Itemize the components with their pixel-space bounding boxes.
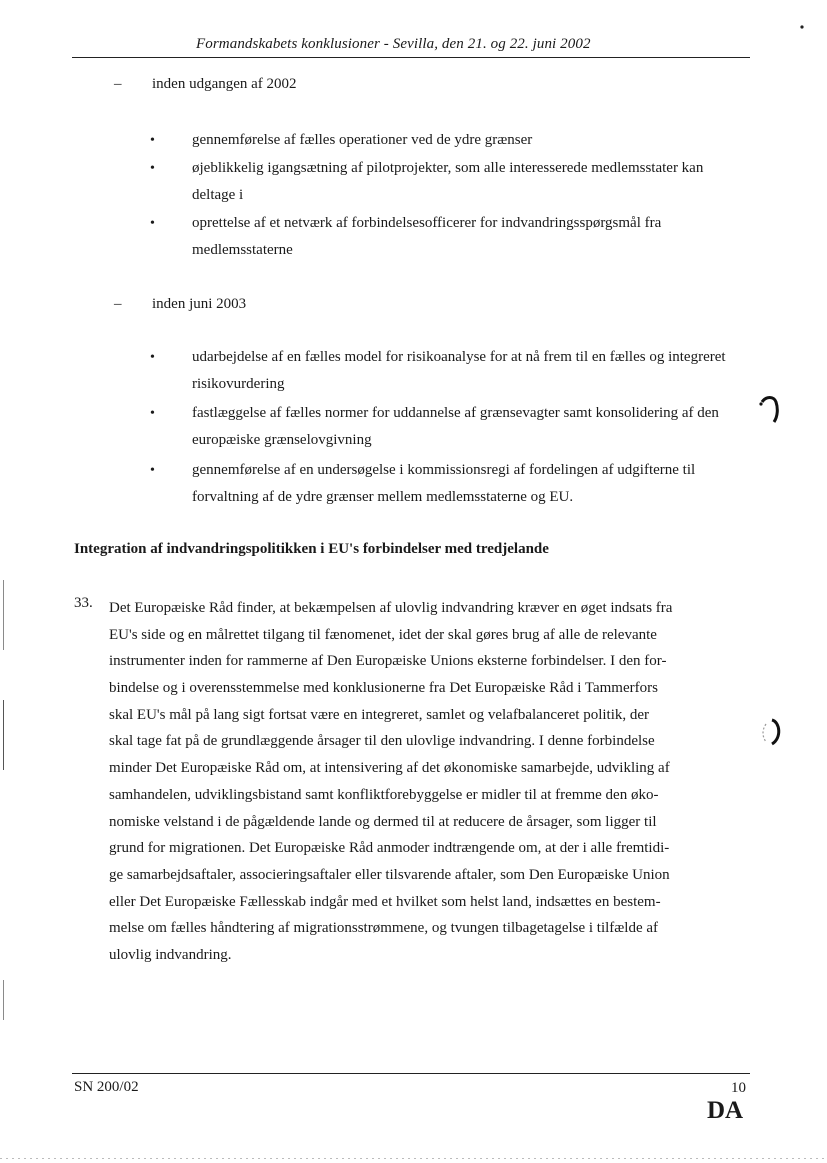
header-rule (72, 57, 750, 58)
paragraph-line: ulovlig indvandring. (109, 946, 232, 963)
dash-marker: – (114, 296, 122, 312)
language-code: DA (707, 1097, 744, 1124)
paragraph-line: EU's side og en målrettet tilgang til fænomenet, idet der skal gøres brug af alle de relevante (109, 626, 657, 643)
bullet-icon: • (150, 133, 155, 148)
section-heading: Integration af indvandringspolitikken i EU's forbindelser med tredjelande (74, 541, 549, 557)
paragraph-line: samhandelen, udviklingsbistand samt konfliktforebyggelse er midler til at fremme den øko- (109, 786, 659, 803)
paragraph-line: minder Det Europæiske Råd om, at intensivering af det økonomiske samarbejde, udvikling af (109, 760, 670, 777)
scan-edge-line (3, 580, 4, 650)
list-item-text: udarbejdelse af en fælles model for risikoanalyse for at nå frem til en fælles og integreret risikovurdering (192, 349, 726, 392)
paragraph-line: instrumenter inden for rammerne af Den Europæiske Unions eksterne forbindelser. I den for- (109, 653, 667, 670)
list-item-text: oprettelse af et netværk af forbindelsesofficerer for indvandringsspørgsmål fra medlemsstaterne (192, 215, 662, 258)
bullet-icon: • (150, 161, 155, 176)
bullet-icon: • (150, 216, 155, 231)
paragraph-line: bindelse og i overensstemmelse med konklusionerne fra Det Europæiske Råd i Tammerfors (109, 680, 658, 697)
paragraph-line: melse om fælles håndtering af migrationsstrømmene, og tvungen tilbagetagelse i tilfælde af (109, 920, 659, 937)
paragraph-line: Det Europæiske Råd finder, at bekæmpelsen af ulovlig indvandring kræver en øget indsats fra (109, 600, 673, 616)
bullet-icon: • (150, 463, 155, 478)
dash-item-label: inden udgangen af 2002 (152, 76, 297, 92)
running-header: Formandskabets konklusioner - Sevilla, den 21. og 22. juni 2002 (196, 36, 591, 52)
paragraph-body (109, 595, 749, 969)
scan-edge-line (3, 980, 4, 1020)
paragraph-line: nomiske velstand i de pågældende lande og dermed til at reducere de årsager, som ligger til (109, 813, 657, 830)
paragraph-line: eller Det Europæiske Fællesskab indgår med et hvilket som helst land, indsættes en bestem- (109, 893, 661, 910)
bullet-icon: • (150, 406, 155, 421)
scan-bottom-edge (0, 1158, 827, 1159)
document-reference: SN 200/02 (74, 1079, 139, 1095)
paragraph-number: 33. (74, 595, 93, 611)
list-item-text: gennemførelse af en undersøgelse i kommissionsregi af fordelingen af udgifterne til forvaltning af de ydre grænser mellem medlemsstaterne og EU. (192, 462, 696, 505)
page-number: 10 (731, 1080, 746, 1096)
paragraph-line: ge samarbejdsaftaler, associeringsaftaler eller tilsvarende aftaler, som Den Europæiske Union (109, 866, 670, 883)
footer-rule (72, 1073, 750, 1074)
list-item-text: fastlæggelse af fælles normer for uddannelse af grænsevagter samt konsolidering af den europæiske grænselovgivning (192, 405, 719, 448)
punch-hole-mark-icon (756, 716, 786, 748)
speck-icon (799, 24, 805, 30)
list-item-text: gennemførelse af fælles operationer ved de ydre grænser (192, 132, 533, 148)
punch-hole-mark-icon (754, 392, 784, 428)
dash-marker: – (114, 76, 122, 92)
paragraph-line: skal EU's mål på lang sigt fortsat være en integreret, samlet og velafbalanceret politik, der (109, 706, 650, 723)
list-item-text: øjeblikkelig igangsætning af pilotprojekter, som alle interesserede medlemsstater kan deltage i (192, 160, 704, 203)
bullet-icon: • (150, 350, 155, 365)
paragraph-line: grund for migrationen. Det Europæiske Råd anmoder indtrængende om, at der i alle fremtidi- (109, 840, 670, 857)
paragraph-line: skal tage fat på de grundlæggende årsager til den ulovlige indvandring. I denne forbindelse (109, 733, 655, 750)
scan-edge-line (3, 700, 4, 770)
dash-item-label: inden juni 2003 (152, 296, 247, 312)
